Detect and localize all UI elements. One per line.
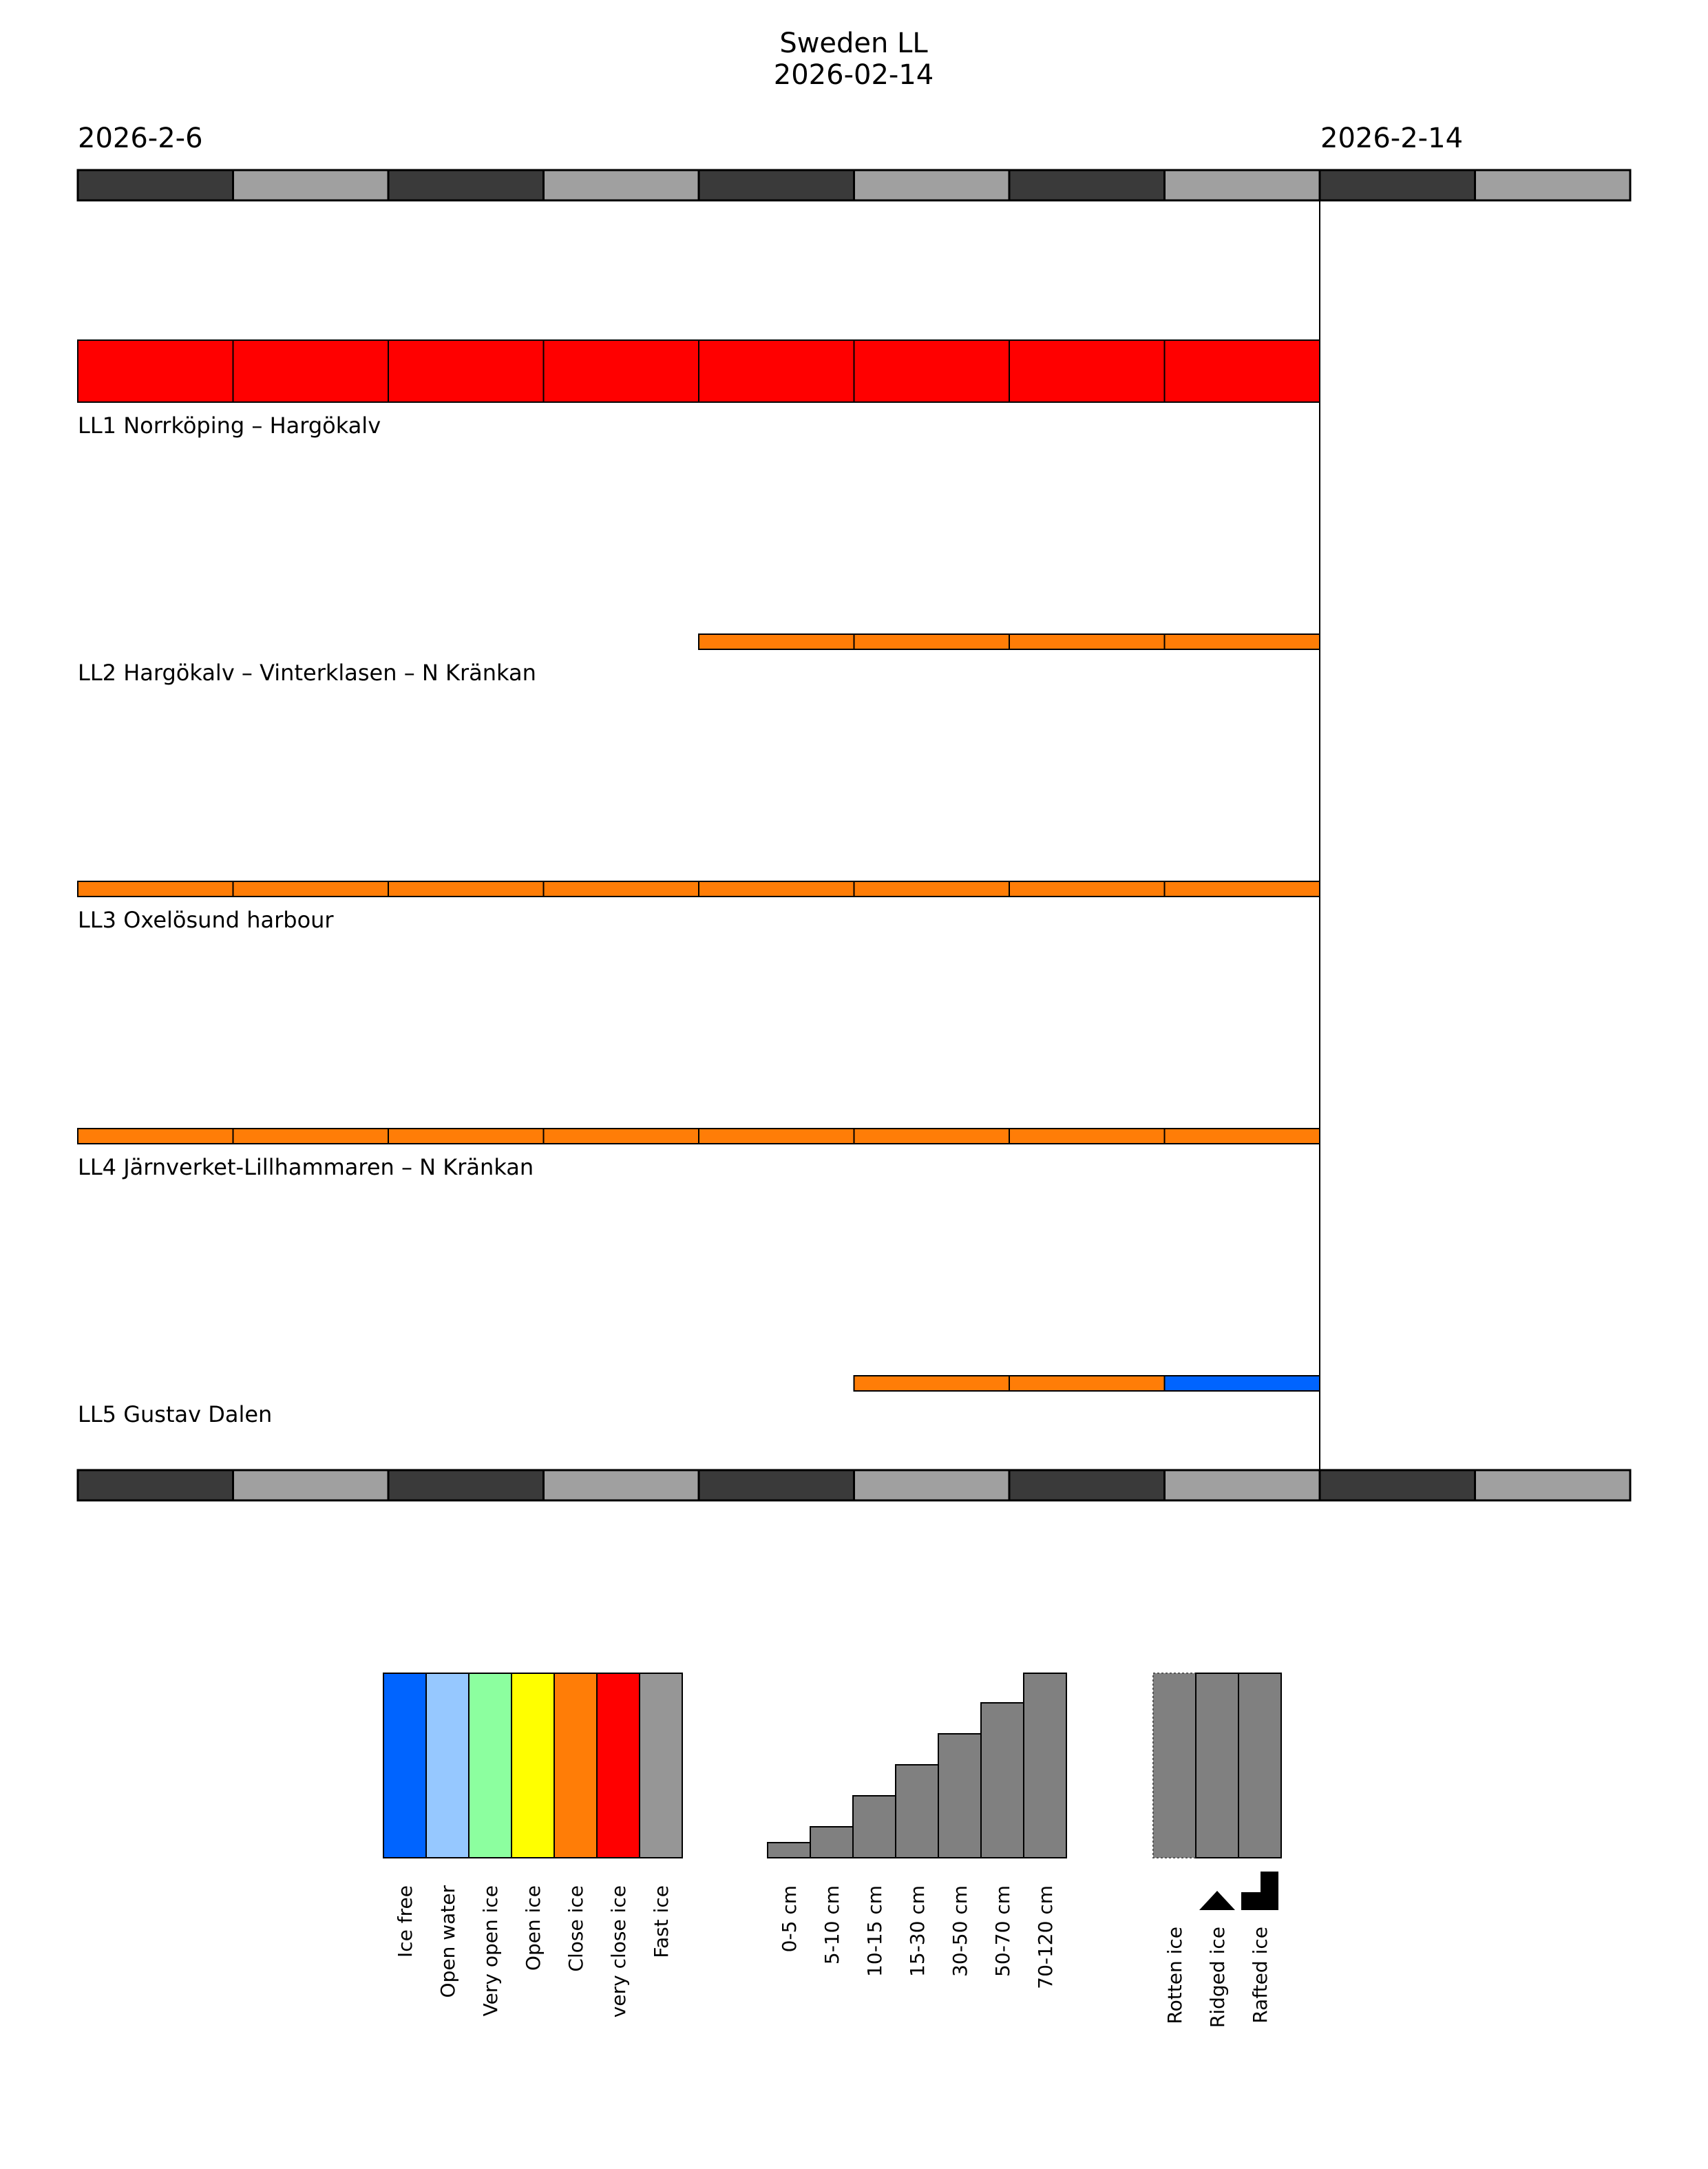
ice-segment — [233, 881, 389, 897]
ice-segment — [854, 881, 1010, 897]
ice-segment — [1165, 1129, 1320, 1144]
thickness-swatch — [1024, 1673, 1066, 1858]
day-cell — [1009, 1470, 1165, 1500]
legend-swatch — [512, 1673, 554, 1858]
route-row — [78, 340, 1320, 439]
ice-segment — [1009, 1129, 1165, 1144]
thickness-swatch — [810, 1827, 853, 1858]
day-cell — [544, 1470, 699, 1500]
ice-segment — [854, 340, 1010, 402]
ice-segment — [544, 881, 699, 897]
legend-label: 30-50 cm — [949, 1885, 971, 1977]
route-label: LL2 Hargökalv – Vinterklasen – N Kränkan — [78, 660, 536, 686]
ice-segment — [1009, 340, 1165, 402]
ice-segment — [699, 634, 854, 649]
ice-segment — [1165, 340, 1320, 402]
day-cell — [1475, 1470, 1631, 1500]
ice-segment — [854, 1376, 1010, 1391]
legend-label: 0-5 cm — [778, 1885, 801, 1953]
legend-swatch — [469, 1673, 512, 1858]
ice-segment — [1165, 1376, 1320, 1391]
day-cell — [854, 1470, 1010, 1500]
route-label: LL3 Oxelösund harbour — [78, 907, 334, 933]
ice-segment — [78, 881, 233, 897]
legend-swatch — [554, 1673, 597, 1858]
day-cell — [1320, 1470, 1475, 1500]
legend-label: Ridged ice — [1206, 1927, 1229, 2029]
ice-segment — [699, 1129, 854, 1144]
ice-segment — [78, 340, 233, 402]
current-date-label: 2026-2-14 — [1320, 123, 1464, 154]
ice-segment — [1009, 634, 1165, 649]
ice-segment — [1165, 634, 1320, 649]
day-cell — [1165, 170, 1320, 200]
route-row — [78, 1376, 1320, 1427]
feature-swatch — [1238, 1673, 1281, 1858]
ice-segment — [388, 881, 544, 897]
legend-label: 15-30 cm — [906, 1885, 929, 1977]
ice-segment — [1009, 1376, 1165, 1391]
ice-segment — [699, 881, 854, 897]
feature-swatch — [1196, 1673, 1238, 1858]
thickness-swatch — [768, 1843, 810, 1858]
legend-label: Very open ice — [479, 1885, 502, 2017]
ice-segment — [544, 1129, 699, 1144]
ice-segment — [1009, 881, 1165, 897]
day-cell — [854, 170, 1010, 200]
route-row — [78, 1129, 1320, 1180]
thickness-swatch — [981, 1703, 1024, 1858]
route-row — [78, 634, 1320, 686]
day-cell — [544, 170, 699, 200]
legend-features — [1153, 1673, 1281, 2028]
legend-label: Open ice — [522, 1885, 545, 1971]
route-label: LL5 Gustav Dalen — [78, 1401, 273, 1427]
day-cell — [388, 170, 544, 200]
thickness-swatch — [896, 1765, 938, 1858]
day-cell — [1009, 170, 1165, 200]
legend-label: Close ice — [565, 1885, 587, 1972]
day-cell — [1475, 170, 1631, 200]
legend-swatch — [426, 1673, 469, 1858]
legend-label: 70-120 cm — [1034, 1885, 1057, 1989]
ice-segment — [388, 1129, 544, 1144]
ice-segment — [388, 340, 544, 402]
legend-swatch — [383, 1673, 426, 1858]
ice-segment — [233, 340, 389, 402]
ice-segment — [854, 634, 1010, 649]
ridged-ice-icon — [1199, 1891, 1235, 1910]
legend-label: 10-15 cm — [863, 1885, 886, 1977]
day-cell — [78, 1470, 233, 1500]
legend-label: 50-70 cm — [991, 1885, 1014, 1977]
day-cell — [233, 1470, 389, 1500]
legend-label: Rafted ice — [1249, 1927, 1272, 2024]
day-cell — [388, 1470, 544, 1500]
day-cell — [699, 1470, 854, 1500]
ice-segment — [1165, 881, 1320, 897]
start-date-label: 2026-2-6 — [78, 123, 203, 154]
ice-segment — [854, 1129, 1010, 1144]
route-label: LL1 Norrköping – Hargökalv — [78, 412, 381, 439]
legend-thickness — [768, 1673, 1066, 1989]
legend-swatch — [597, 1673, 640, 1858]
route-label: LL4 Järnverket-Lillhammaren – N Kränkan — [78, 1154, 534, 1180]
legend-label: Fast ice — [650, 1885, 673, 1958]
ice-segment — [699, 340, 854, 402]
legend-swatch — [640, 1673, 682, 1858]
thickness-swatch — [853, 1796, 896, 1858]
routes — [78, 340, 1320, 1427]
ice-segment — [544, 340, 699, 402]
day-cell — [1320, 170, 1475, 200]
legend-label: 5-10 cm — [821, 1885, 843, 1965]
feature-swatch — [1153, 1673, 1196, 1858]
day-cell — [1165, 1470, 1320, 1500]
legend-label: Rotten ice — [1163, 1927, 1186, 2024]
top-day-bar — [78, 170, 1630, 200]
ice-segment — [78, 1129, 233, 1144]
day-cell — [233, 170, 389, 200]
chart-subtitle: 2026-02-14 — [773, 59, 934, 91]
legend-label: very close ice — [607, 1885, 630, 2018]
legend-ice-classes — [383, 1673, 682, 2018]
legend-label: Open water — [436, 1885, 459, 1998]
route-row — [78, 881, 1320, 933]
chart-title: Sweden LL — [779, 28, 928, 59]
day-cell — [78, 170, 233, 200]
day-cell — [699, 170, 854, 200]
rafted-ice-icon — [1241, 1872, 1278, 1910]
thickness-swatch — [938, 1734, 981, 1858]
ice-segment — [233, 1129, 389, 1144]
bottom-day-bar — [78, 1470, 1630, 1500]
legend-label: Ice free — [394, 1885, 417, 1958]
